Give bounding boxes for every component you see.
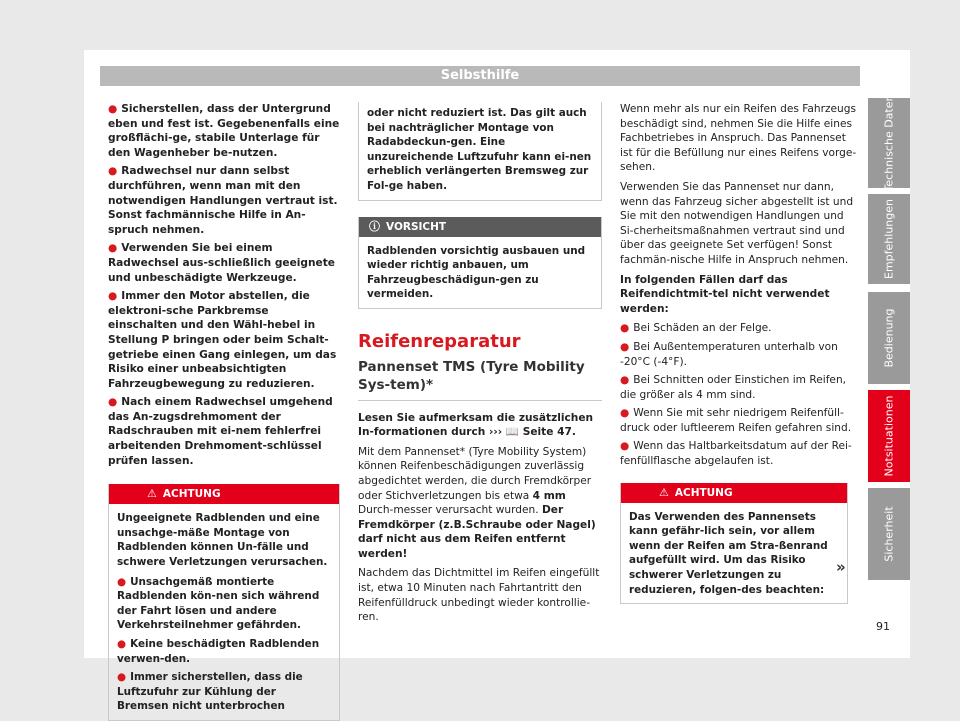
warning-triangle-icon: ⚠	[147, 487, 157, 501]
paragraph: Wenn mehr als nur ein Reifen des Fahrzeugs beschädigt sind, nehmen Sie die Hilfe eines Fachbetriebes in Anspruch. Das Pannenset ist für die Befüllung nur eines Reifens vorge-sehen.	[620, 103, 857, 174]
list-item: ● Sicherstellen, dass der Untergrund eben und fest ist. Gegebenenfalls eine großflächi-ge, stabile Unterlage für den Wagenheber be-nutzen.	[108, 103, 340, 159]
warning-box	[620, 483, 848, 605]
tab-notsituationen[interactable]: Notsituationen	[868, 390, 910, 482]
continued-warning-box	[358, 102, 602, 201]
book-icon: 📖	[505, 426, 519, 439]
list-item: ● Bei Schnitten oder Einstichen im Reifen, die größer als 4 mm sind.	[620, 374, 847, 401]
caution-box	[358, 217, 602, 309]
list-item: ● Verwenden Sie bei einem Radwechsel aus-schließlich geeignete und unbeschädigte Werkzeuge.	[108, 242, 335, 284]
section-subtitle: Pannenset TMS (Tyre Mobility Sys-tem)*	[358, 358, 585, 393]
list-item: ● Bei Außentemperaturen unterhalb von -20°C (-4°F).	[620, 340, 838, 368]
list-item: ● Bei Schäden an der Felge.	[620, 322, 772, 335]
continued-arrow-icon: »	[836, 558, 846, 576]
tab-sicherheit[interactable]: Sicherheit	[868, 488, 910, 580]
continued-warning-text: oder nicht reduziert ist. Das gilt auch bei nachträglicher Montage von Radabdeckun-gen. Eine unzureichende Luftzufuhr kann ei-nen erheblich verlängerten Bremsweg zur Fol-ge haben.	[367, 107, 592, 192]
list-item: ● Radwechsel nur dann selbst durchführen, wenn man mit den notwendigen Handlungen vertraut ist. Sonst fachmännische Hilfe in An-spruch nehmen.	[108, 165, 338, 236]
warning-header: ⚠ ACHTUNG	[621, 483, 847, 503]
column-1	[108, 102, 340, 721]
tab-technische-daten[interactable]: Technische Daten	[868, 98, 910, 188]
warning-triangle-icon: ⚠	[659, 485, 669, 499]
column-3	[620, 102, 858, 604]
section-heading-block	[358, 330, 602, 401]
info-circle-icon: ⓘ	[369, 219, 380, 233]
paragraph: Nachdem das Dichtmittel im Reifen eingefüllt ist, etwa 10 Minuten nach Fahrtantritt den Reifenfülldruck unbedingt wieder kontrollie-ren.	[358, 567, 600, 624]
paragraph: Mit dem Pannenset* (Tyre Mobility System) können Reifenbeschädigungen zuverlässig abgedichtet werden, die durch Fremdkörper oder Stichverletzungen bis etwa 4 mm Durch-messer verursacht wurden. Der Fremdkörper (z.B.Schraube oder Nagel) darf nicht aus dem Reifen entfernt werden!	[358, 445, 596, 560]
bullet-list	[108, 102, 340, 468]
page-header: Selbsthilfe	[100, 66, 860, 86]
list-item: ● Immer den Motor abstellen, die elektroni-sche Parkbremse einschalten und den Wähl-hebel in Stellung P bringen oder beim Schalt-getriebe einen Gang einlegen, um das Risiko einer unbeabsichtigten Fahrzeugbewegung zu reduzieren.	[108, 290, 337, 390]
tab-empfehlungen[interactable]: Empfehlungen	[868, 194, 910, 284]
caution-body: Radblenden vorsichtig ausbauen und wieder richtig anbauen, um Fahrzeugbeschädigun-gen zu vermeiden.	[367, 244, 586, 301]
tab-bedienung[interactable]: Bedienung	[868, 292, 910, 384]
warning-header: ⚠ ACHTUNG	[109, 484, 339, 504]
caution-header: ⓘ VORSICHT	[359, 217, 601, 237]
page-number: 91	[876, 620, 890, 633]
list-item: ● Nach einem Radwechsel umgehend das An-zugsdrehmoment der Radschrauben mit ei-nem fehlerfrei arbeitenden Drehmoment-schlüssel prüfen lassen.	[108, 396, 333, 467]
paragraph: Verwenden Sie das Pannenset nur dann, wenn das Fahrzeug sicher abgestellt ist und Sie mit den notwendigen Handlungen und Si-cherheitsmaßnahmen vertraut sind und über das geeignete Set verfügen! Sonst fachmän-nische Hilfe in Anspruch nehmen.	[620, 180, 854, 266]
warning-box	[108, 484, 340, 721]
page-link[interactable]: Seite 47.	[522, 426, 576, 439]
column-2	[358, 102, 602, 630]
divider	[358, 400, 602, 401]
list-item: ● Wenn Sie mit sehr niedrigem Reifenfüll-druck oder luftleerem Reifen gefahren sind.	[620, 407, 852, 434]
warning-body: Ungeeignete Radblenden und eine unsachge-mäße Montage von Radblenden können Un-fälle und schwere Verletzungen verursachen. ● Unsachgemäß montierte Radblenden kön-nen sich während der Fahrt lösen und andere Verkehrsteilnehmer gefährden. ● Keine beschädigten Radblenden verwen-den. ● Immer sicherstellen, dass die Luftzufuhr zur Kühlung der Bremsen nicht unterbrochen	[117, 512, 328, 713]
lead-text: Lesen Sie aufmerksam die zusätzlichen In-formationen durch ››› 📖 Seite 47.	[358, 411, 594, 439]
paragraph: In folgenden Fällen darf das Reifendichtmit-tel nicht verwendet werden:	[620, 273, 830, 315]
section-title: Reifenreparatur	[358, 330, 521, 352]
warning-body: Das Verwenden des Pannensets kann gefähr-lich sein, vor allem wenn der Reifen am Stra-ßenrand aufgefüllt wird. Um das Risiko schwerer Verletzungen zu reduzieren, folgen-des beachten:	[629, 510, 828, 596]
list-item: ● Wenn das Haltbarkeitsdatum auf der Rei-fenfüllflasche abgelaufen ist.	[620, 440, 852, 468]
